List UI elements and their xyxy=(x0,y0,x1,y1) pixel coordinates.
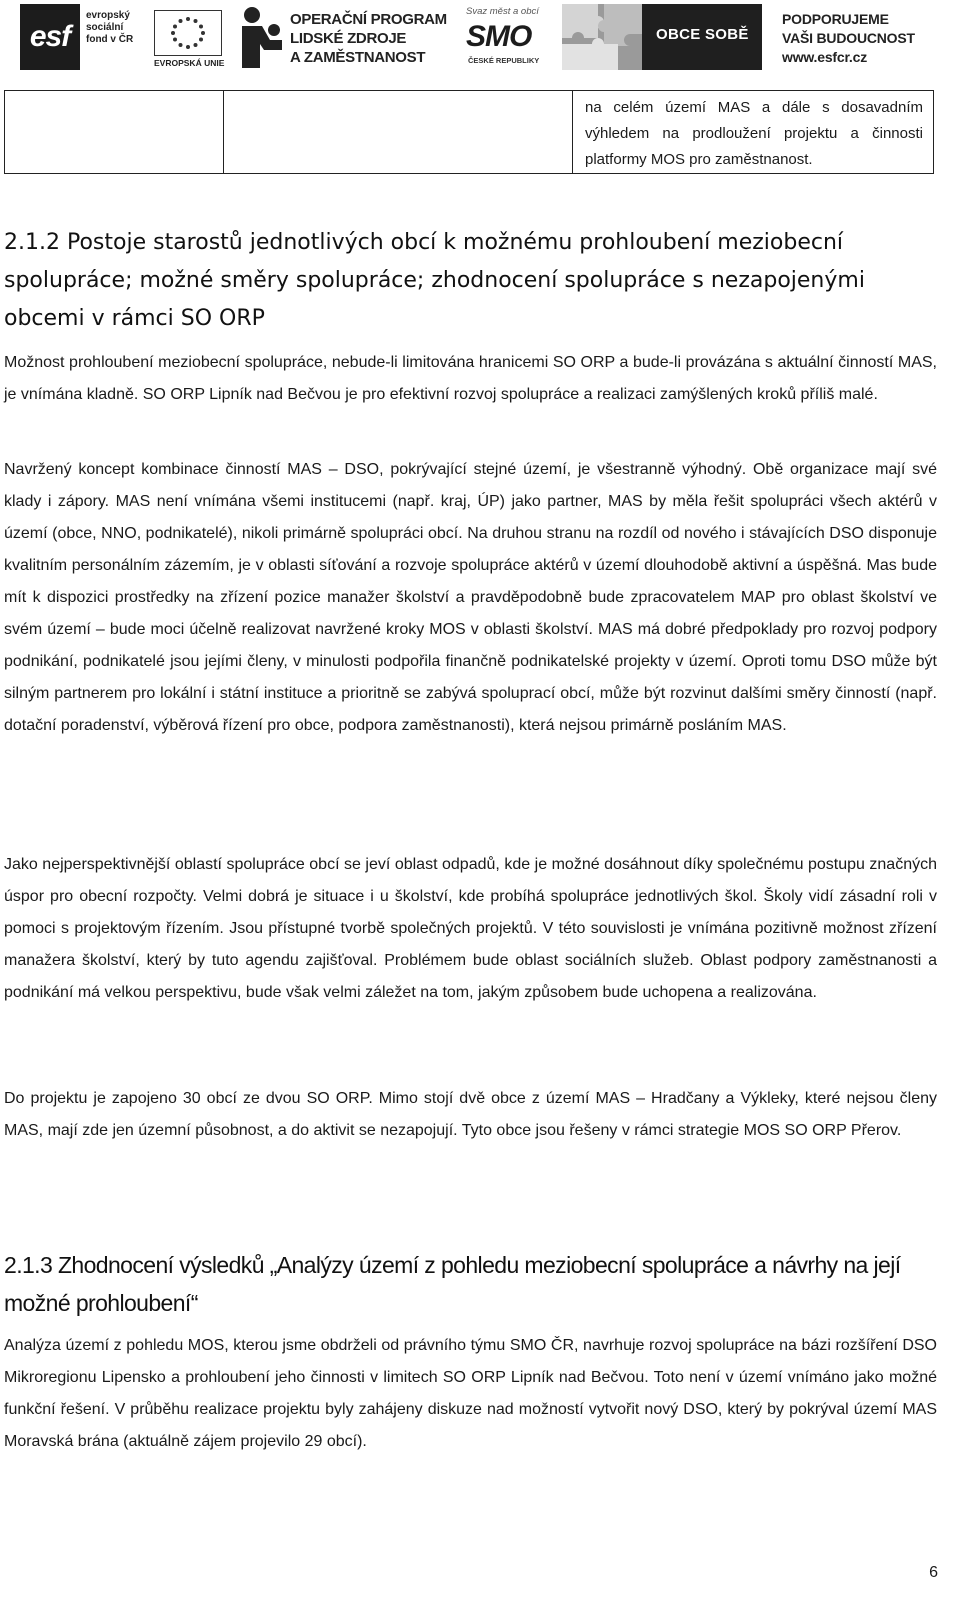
op-text-line: A ZAMĚSTNANOST xyxy=(290,49,426,66)
obce-sobe-logo xyxy=(562,4,762,70)
eu-text: EVROPSKÁ UNIE xyxy=(154,58,225,68)
smo-mark: SMO xyxy=(466,20,532,53)
esf-mark: esf xyxy=(20,4,80,70)
op-lzz-logo xyxy=(240,4,452,72)
puzzle-icon xyxy=(562,4,642,70)
logo-banner xyxy=(0,0,960,78)
esf-text-line: evropský xyxy=(86,10,130,21)
op-text-line: OPERAČNÍ PROGRAM xyxy=(290,11,447,28)
podporujeme-text xyxy=(782,10,915,67)
podporujeme-logo xyxy=(780,4,950,72)
esf-text-line: fond v ČR xyxy=(86,34,134,45)
section-heading-2-1-2: 2.1.2 Postoje starostů jednotlivých obcí k možnému prohloubení meziobecní spolupráce; možné směry spolupráce; zhodnocení spolupráce s nezapojenými obcemi v rámci SO ORP xyxy=(4,230,865,331)
obce-sobe-text: OBCE SOBĚ xyxy=(656,26,749,43)
esf-text xyxy=(86,10,133,46)
paragraph: Navržený koncept kombinace činností MAS – DSO, pokrývající stejné území, je všestranně výhodný. Obě organizace mají své klady i zápory. MAS není vnímána všemi institucemi (např. kraj, ÚP) jako partner, MAS by měla řešit spolupráci všech aktérů v území (obce, NNO, podnikatelé), nikoli primárně spolupráci obcí. Na druhou stranu na rozdíl od nového i stávajících DSO disponuje kvalitním personálním zázemím, je v oblasti síťování a rozvoje spolupráce aktérů v území dlouhodobě aktivní a úspěšná. Mas bude mít k dispozici prostředky na zřízení pozice manažer školství a pravděpodobně bude zpracovatelem MAP pro oblast školství ve svém území – bude moci účelně realizovat navržené kroky MOS v oblasti školství. MAS má dobré předpoklady pro rozvoj podpory podnikání, podnikatelé jsou jejími členy, v minulosti podpořila finančně podnikatelské projekty v území. Oproti tomu DSO může být silným partnerem pro lokální i státní instituce a prioritně se zabývá spoluprací obcí, může být rozvinut dalšími směry činností (např. dotační poradenství, výběrová řízení pro obce, podpora zaměstnanosti), která nejsou primárně posláním MAS. xyxy=(4,461,937,734)
op-figure-icon xyxy=(240,6,284,68)
smo-logo xyxy=(466,4,548,72)
table-cell-empty xyxy=(224,91,573,174)
table-row xyxy=(5,91,934,174)
table-cell-text: na celém území MAS a dále s dosavadním výhledem na prodloužení projektu a činnosti platformy MOS pro zaměstnanost. xyxy=(585,99,923,168)
podporujeme-text-line: VAŠI BUDOUCNOST xyxy=(782,30,915,46)
paragraph: Analýza území z pohledu MOS, kterou jsme obdrželi od právního týmu SMO ČR, navrhuje rozvoj spolupráce na bázi rozšíření DSO Mikroregionu Lipensko a prohloubení jeho činnosti v limitech SO ORP Lipník nad Bečvou. Toto není v území vnímáno jako možné funkční řešení. V průběhu realizace projektu byly zahájeny diskuze nad možností vytvořit nový DSO, který by pokrýval území MAS Moravská brána (aktuálně zájem projevilo 29 obcí). xyxy=(4,1337,937,1450)
esf-text-line: sociální xyxy=(86,22,124,33)
smo-bottom-text: ČESKÉ REPUBLIKY xyxy=(468,56,540,65)
eu-logo xyxy=(152,4,224,72)
table-cell xyxy=(573,91,934,174)
op-text xyxy=(290,10,447,67)
podporujeme-url: www.esfcr.cz xyxy=(782,49,868,65)
podporujeme-text-line: PODPORUJEME xyxy=(782,11,889,27)
table-fragment xyxy=(4,90,934,174)
paragraph: Možnost prohloubení meziobecní spolupráce, nebude-li limitována hranicemi SO ORP a bude-li provázána s aktuální činností MAS, je vnímána kladně. SO ORP Lipník nad Bečvou je pro efektivní rozvoj spolupráce a realizaci zamýšlených kroků příliš malé. xyxy=(4,354,937,403)
paragraph: Jako nejperspektivnější oblastí spolupráce obcí se jeví oblast odpadů, kde je možné dosáhnout díky společnému postupu značných úspor pro obecní rozpočty. Velmi dobrá je situace i u školství, kde probíhá spolupráce jednotlivých škol. Školy vidí zásadní roli v pomoci s projektovým řízením. Jsou přístupné tvorbě společných projektů. V této souvislosti je vnímána pozitivně možnost zřízení manažera školství, který by tuto agendu zajišťoval. Problémem bude oblast sociálních služeb. Oblast podpory zaměstnanosti a podnikání má velkou perspektivu, bude však velmi záležet na tom, jakým způsobem bude uchopena a realizována. xyxy=(4,856,937,1001)
page-number: 6 xyxy=(929,1564,938,1581)
eu-flag-icon xyxy=(154,10,222,56)
smo-top-text: Svaz měst a obcí xyxy=(466,6,539,17)
op-text-line: LIDSKÉ ZDROJE xyxy=(290,30,407,47)
esf-logo xyxy=(20,4,148,72)
table-cell-empty xyxy=(5,91,224,174)
paragraph: Do projektu je zapojeno 30 obcí ze dvou SO ORP. Mimo stojí dvě obce z území MAS – Hradčany a Výkleky, které nejsou členy MAS, mají zde jen územní působnost, a do aktivit se nezapojují. Tyto obce jsou řešeny v rámci strategie MOS SO ORP Přerov. xyxy=(4,1090,937,1139)
section-heading-2-1-3: 2.1.3 Zhodnocení výsledků „Analýzy území z pohledu meziobecní spolupráce a návrhy na její možné prohloubení“ xyxy=(4,1252,901,1316)
